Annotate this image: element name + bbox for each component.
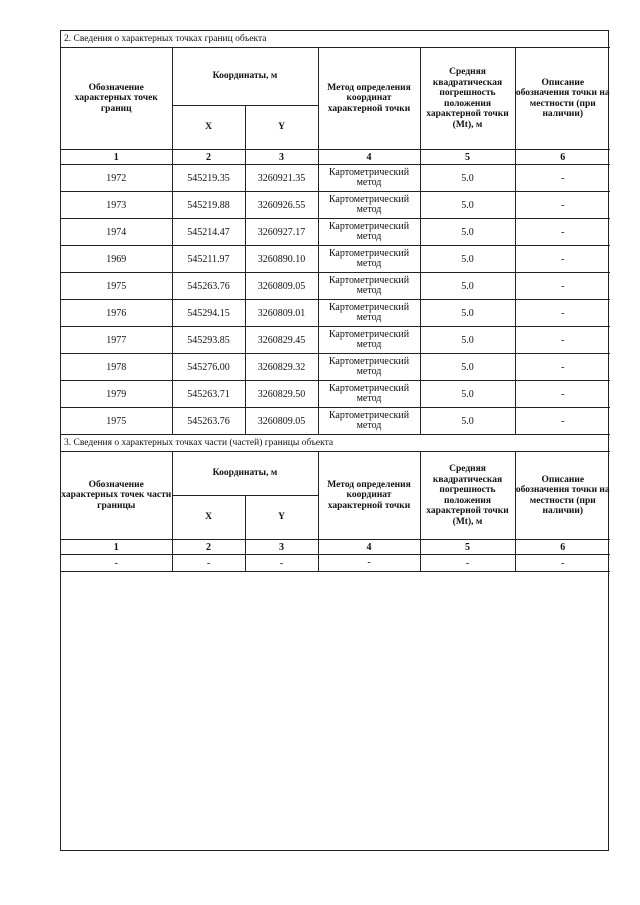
header-designation: Обозначение характерных точек границ: [61, 48, 172, 150]
cell-point: -: [61, 555, 172, 572]
cell-y: 3260926.55: [245, 192, 318, 219]
cell-point: 1977: [61, 327, 172, 354]
section3-table: [61, 435, 610, 572]
cell-point: 1973: [61, 192, 172, 219]
column-number: 6: [515, 150, 610, 165]
cell-method: Картометрический метод: [318, 300, 420, 327]
cell-point: 1976: [61, 300, 172, 327]
table-row: [61, 219, 610, 246]
table-row: [61, 381, 610, 408]
column-number: 6: [515, 540, 610, 555]
cell-point: 1978: [61, 354, 172, 381]
cell-point: 1975: [61, 273, 172, 300]
cell-method: Картометрический метод: [318, 354, 420, 381]
cell-point: 1969: [61, 246, 172, 273]
table-row: [61, 555, 610, 572]
cell-description: -: [515, 165, 610, 192]
cell-description: -: [515, 408, 610, 435]
section2-title: 2. Сведения о характерных точках границ объекта: [61, 31, 610, 48]
cell-description: -: [515, 555, 610, 572]
cell-description: -: [515, 273, 610, 300]
header-y: Y: [245, 496, 318, 540]
header-x: X: [172, 106, 245, 150]
cell-method: Картометрический метод: [318, 327, 420, 354]
table-row: [61, 165, 610, 192]
table-row: [61, 354, 610, 381]
section3-title: 3. Сведения о характерных точках части (частей) границы объекта: [61, 435, 610, 452]
table-row: [61, 273, 610, 300]
column-number: 5: [420, 540, 515, 555]
cell-x: 545263.76: [172, 273, 245, 300]
header-x: X: [172, 496, 245, 540]
cell-method: Картометрический метод: [318, 192, 420, 219]
header-error: Средняя квадратическая погрешность положения характерной точки (Mt), м: [420, 48, 515, 150]
cell-description: -: [515, 219, 610, 246]
cell-x: 545219.35: [172, 165, 245, 192]
cell-x: 545263.76: [172, 408, 245, 435]
cell-point: 1975: [61, 408, 172, 435]
cell-error: 5.0: [420, 246, 515, 273]
cell-y: 3260890.10: [245, 246, 318, 273]
cell-point: 1979: [61, 381, 172, 408]
column-number: 2: [172, 540, 245, 555]
table-row: [61, 300, 610, 327]
cell-x: 545211.97: [172, 246, 245, 273]
cell-x: 545214.47: [172, 219, 245, 246]
cell-error: 5.0: [420, 381, 515, 408]
header-error: Средняя квадратическая погрешность положения характерной точки (Mt), м: [420, 452, 515, 540]
cell-method: Картометрический метод: [318, 381, 420, 408]
cell-y: -: [245, 555, 318, 572]
cell-description: -: [515, 354, 610, 381]
cell-x: 545263.71: [172, 381, 245, 408]
cell-y: 3260829.45: [245, 327, 318, 354]
table-row: [61, 327, 610, 354]
column-number: 5: [420, 150, 515, 165]
column-number: 3: [245, 540, 318, 555]
header-method: Метод определения координат характерной точки: [318, 452, 420, 540]
cell-y: 3260809.05: [245, 408, 318, 435]
section2-table: [61, 31, 610, 435]
cell-error: 5.0: [420, 300, 515, 327]
cell-point: 1974: [61, 219, 172, 246]
cell-description: -: [515, 381, 610, 408]
header-designation: Обозначение характерных точек части границы: [61, 452, 172, 540]
cell-x: 545293.85: [172, 327, 245, 354]
cell-y: 3260921.35: [245, 165, 318, 192]
header-coordinates: Координаты, м: [172, 452, 318, 496]
cell-description: -: [515, 246, 610, 273]
cell-x: -: [172, 555, 245, 572]
header-description: Описание обозначения точки на местности (при наличии): [515, 452, 610, 540]
column-number: 2: [172, 150, 245, 165]
cell-error: 5.0: [420, 219, 515, 246]
cell-point: 1972: [61, 165, 172, 192]
table-row: [61, 192, 610, 219]
table-row: [61, 408, 610, 435]
cell-x: 545294.15: [172, 300, 245, 327]
header-description: Описание обозначения точки на местности (при наличии): [515, 48, 610, 150]
cell-error: 5.0: [420, 408, 515, 435]
cell-error: 5.0: [420, 327, 515, 354]
column-number: 4: [318, 150, 420, 165]
cell-error: 5.0: [420, 165, 515, 192]
cell-error: 5.0: [420, 273, 515, 300]
column-number: 3: [245, 150, 318, 165]
cell-method: Картометрический метод: [318, 408, 420, 435]
cell-description: -: [515, 192, 610, 219]
cell-method: -: [318, 555, 420, 572]
table-row: [61, 246, 610, 273]
cell-error: 5.0: [420, 192, 515, 219]
cell-method: Картометрический метод: [318, 246, 420, 273]
cell-description: -: [515, 300, 610, 327]
cell-method: Картометрический метод: [318, 219, 420, 246]
cell-y: 3260927.17: [245, 219, 318, 246]
column-number: 4: [318, 540, 420, 555]
header-coordinates: Координаты, м: [172, 48, 318, 106]
cell-y: 3260829.32: [245, 354, 318, 381]
document-sheet: [60, 30, 609, 851]
cell-y: 3260809.05: [245, 273, 318, 300]
column-number: 1: [61, 540, 172, 555]
cell-description: -: [515, 327, 610, 354]
cell-x: 545219.88: [172, 192, 245, 219]
cell-x: 545276.00: [172, 354, 245, 381]
cell-y: 3260829.50: [245, 381, 318, 408]
cell-y: 3260809.01: [245, 300, 318, 327]
cell-method: Картометрический метод: [318, 165, 420, 192]
cell-error: 5.0: [420, 354, 515, 381]
header-y: Y: [245, 106, 318, 150]
header-method: Метод определения координат характерной точки: [318, 48, 420, 150]
cell-error: -: [420, 555, 515, 572]
cell-method: Картометрический метод: [318, 273, 420, 300]
column-number: 1: [61, 150, 172, 165]
